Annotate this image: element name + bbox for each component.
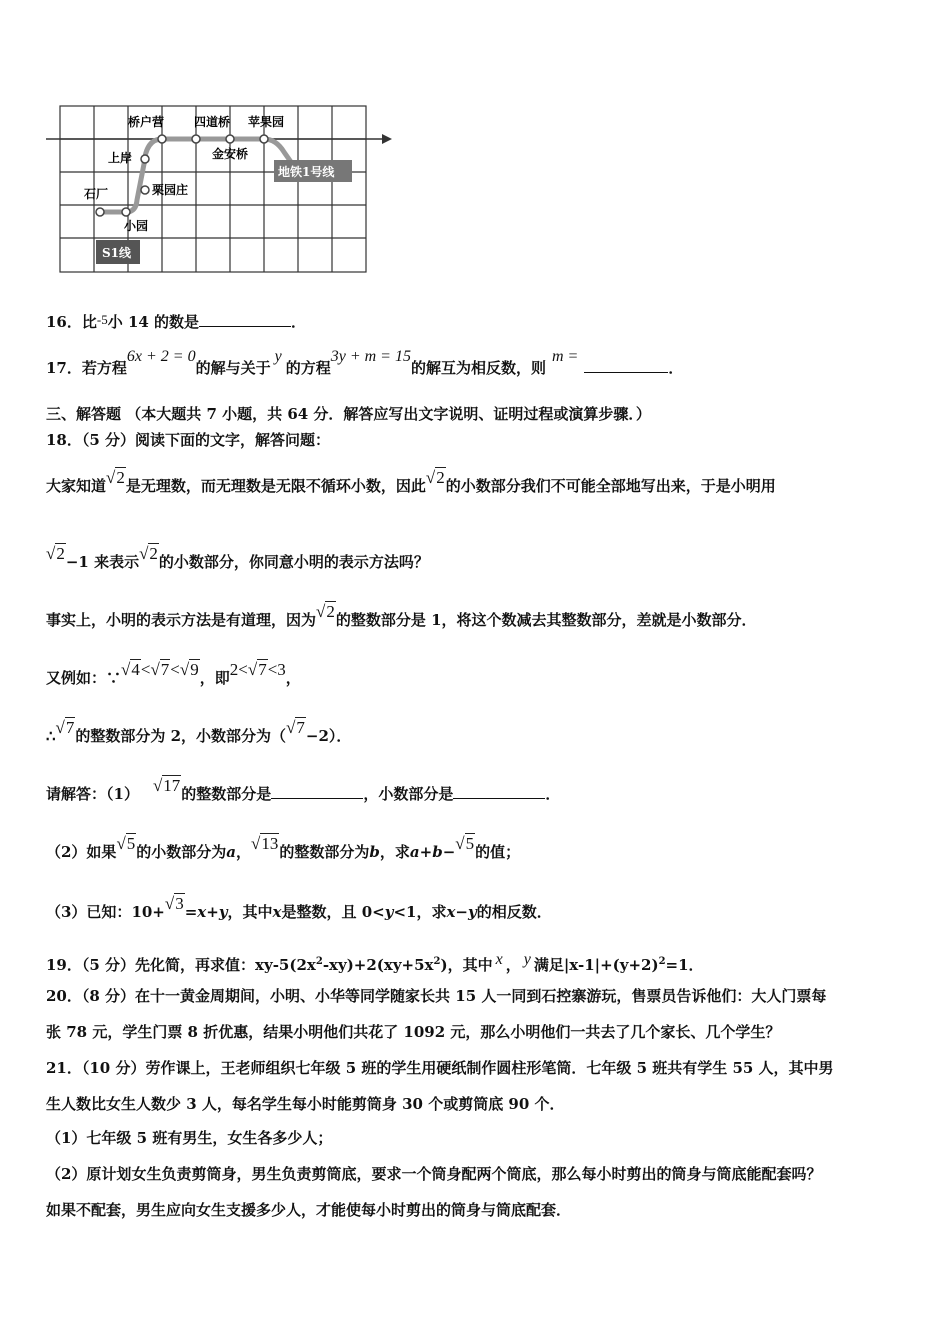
sqrt-13: √13 (251, 834, 279, 853)
text: 的小数部分，你同意小明的表示方法吗？ (158, 553, 429, 571)
var-y: y (384, 903, 394, 921)
exponent: 2 (658, 956, 666, 967)
text: 请解答：（1） (46, 785, 139, 803)
q17-text: 的解与关于 (195, 359, 271, 377)
subway-map-figure (46, 100, 396, 280)
lt: < (170, 660, 180, 679)
q17-end: ． (668, 359, 684, 377)
text: -xy)+2(xy+5x (322, 956, 434, 974)
q18-paragraph-5 (46, 718, 352, 746)
text: )，其中 (440, 956, 493, 974)
station-label: 栗园庄 (152, 183, 189, 197)
question-21-part-2: （2）原计划女生负责剪筒身，男生负责剪筒底，要求一个筒身配两个筒底，那么每小时剪出的筒身与筒底能配套吗？ (46, 1165, 822, 1183)
text: 的小数部分为 (136, 843, 227, 861)
text: −1 来表示 (65, 553, 140, 571)
section-heading: 三、解答题 （本大题共 7 小题，共 64 分．解答应写出文字说明、证明过程或演算步骤．） (46, 405, 651, 423)
expression: a+b− (409, 843, 456, 861)
text: ， (285, 669, 301, 687)
sqrt-4: √4 (121, 660, 140, 679)
expression: x−y (446, 903, 477, 921)
text: 的整数部分为 (279, 843, 370, 861)
text: <1，求 (393, 903, 447, 921)
q16-number: -5 (96, 312, 108, 327)
q17-variable: y (274, 348, 282, 365)
text: 大家知道 (46, 477, 107, 495)
question-21-line-2: 生人数比女生人数少 3 人，每名学生每小时能剪筒身 30 个或剪筒底 90 个． (46, 1095, 565, 1113)
sqrt-2: √2 (316, 602, 335, 621)
q18-part-2 (46, 834, 521, 862)
lt: < (238, 660, 248, 679)
q18-paragraph-1 (46, 468, 776, 496)
q17-answer-var: m = (551, 348, 579, 365)
text: −2）． (305, 727, 352, 745)
num: 2 (229, 660, 239, 679)
text: ． (545, 785, 561, 803)
q17-prefix: 17．若方程 (46, 359, 127, 377)
question-20-line-2: 张 78 元，学生门票 8 折优惠，结果小明他们共花了 1092 元，那么小明他们一共去了几个家长、几个学生？ (46, 1023, 781, 1041)
sqrt-7: √7 (150, 660, 170, 679)
question-19 (46, 952, 704, 976)
station-label: 石厂 (84, 187, 109, 201)
question-21-line-5: 如果不配套，男生应向女生支援多少人，才能使每小时剪出的筒身与筒底配套． (46, 1201, 572, 1219)
line1-label: 地铁1号线 (278, 165, 335, 179)
text: 满足|x-1|+(y+2) (533, 956, 659, 974)
exponent: 2 (315, 956, 323, 967)
q16-text: 小 14 的数是 (107, 313, 200, 331)
question-18-heading: 18．（5 分）阅读下面的文字，解答问题： (46, 431, 331, 449)
var-x: x (495, 951, 503, 968)
text: 的整数部分是 1，将这个数减去其整数部分，差就是小数部分． (335, 611, 757, 629)
q18-part-1 (46, 776, 561, 804)
sqrt-5: √5 (455, 834, 475, 853)
text: ，即 (199, 669, 230, 687)
station-label: 苹果园 (248, 115, 285, 129)
text: 的值； (475, 843, 521, 861)
answer-blank[interactable] (453, 784, 545, 799)
sqrt-17: √17 (152, 776, 181, 795)
sqrt-9: √9 (179, 660, 199, 679)
answer-blank[interactable] (199, 312, 291, 327)
text: （2）如果 (46, 843, 117, 861)
question-20-line-1: 20．（8 分）在十一黄金周期间，小明、小华等同学随家长共 15 人一同到石控寨游玩，售票员告诉他们：大人门票每 (46, 987, 827, 1005)
sqrt-2: √2 (106, 468, 125, 487)
q17-equation-1: 6x + 2 = 0 (126, 348, 196, 365)
text: ∴ (46, 727, 56, 745)
sqrt-2: √2 (46, 544, 65, 563)
text: ，其中 (227, 903, 273, 921)
question-16 (46, 312, 306, 333)
text: 的整数部分是 (181, 785, 272, 803)
text: 事实上，小明的表示方法是有道理，因为 (46, 611, 317, 629)
answer-blank[interactable] (584, 358, 668, 373)
q17-text: 的方程 (285, 359, 331, 377)
q18-part-3 (46, 894, 552, 922)
arrow-head-icon (382, 134, 392, 144)
lt: < (267, 660, 278, 679)
text: （3）已知：10+ (46, 903, 165, 921)
text: 19．（5 分）先化简，再求值：xy-5(2x (46, 956, 316, 974)
var-x: x (272, 903, 282, 921)
text: 是整数，且 0< (281, 903, 385, 921)
text: 的整数部分为 2，小数部分为（ (75, 727, 287, 745)
var-y: y (523, 951, 531, 968)
station-label: 上岸 (108, 151, 133, 165)
text: 的相反数． (476, 903, 552, 921)
sqrt-7: √7 (286, 718, 305, 737)
num: 3 (277, 660, 286, 679)
sqrt-2: √2 (425, 468, 445, 487)
text: 又例如：∵ (46, 669, 122, 687)
sqrt-3: √3 (164, 894, 184, 913)
sqrt-2: √2 (139, 544, 158, 563)
q18-paragraph-2 (46, 544, 429, 572)
q17-text: 的解互为相反数，则 (410, 359, 546, 377)
text: 的小数部分我们不可能全部地写出来，于是小明用 (445, 477, 776, 495)
text: ， (236, 843, 252, 861)
question-17 (46, 348, 684, 379)
sqrt-7: √7 (247, 660, 267, 679)
q18-paragraph-3 (46, 602, 757, 630)
exponent: 2 (433, 956, 441, 967)
station-label: 小园 (124, 219, 149, 233)
question-21-part-1: （1）七年级 5 班有男生，女生各多少人； (46, 1129, 333, 1147)
station-label: 四道桥 (194, 115, 231, 129)
text: ，小数部分是 (363, 785, 454, 803)
var-b: b (369, 843, 380, 861)
question-21-line-1: 21．（10 分）劳作课上，王老师组织七年级 5 班的学生用硬纸制作圆柱形笔筒．七年级 5 班共有学生 55 人，其中男 (46, 1059, 834, 1077)
station-label: 桥户营 (128, 115, 165, 129)
lt: < (140, 660, 151, 679)
text: ，求 (379, 843, 410, 861)
q18-paragraph-4 (46, 660, 301, 688)
expression: =x+y (184, 903, 228, 921)
s1-label: S1线 (102, 246, 132, 260)
text: 是无理数，而无理数是无限不循环小数，因此 (125, 477, 426, 495)
answer-blank[interactable] (271, 784, 363, 799)
q17-equation-2: 3y + m = 15 (330, 348, 411, 365)
q16-prefix: 16．比 (46, 313, 97, 331)
text: ， (505, 956, 521, 974)
text: =1． (665, 956, 704, 974)
var-a: a (226, 843, 237, 861)
q16-end: ． (291, 313, 307, 331)
sqrt-7: √7 (55, 718, 75, 737)
station-label: 金安桥 (212, 147, 249, 161)
sqrt-5: √5 (116, 834, 136, 853)
